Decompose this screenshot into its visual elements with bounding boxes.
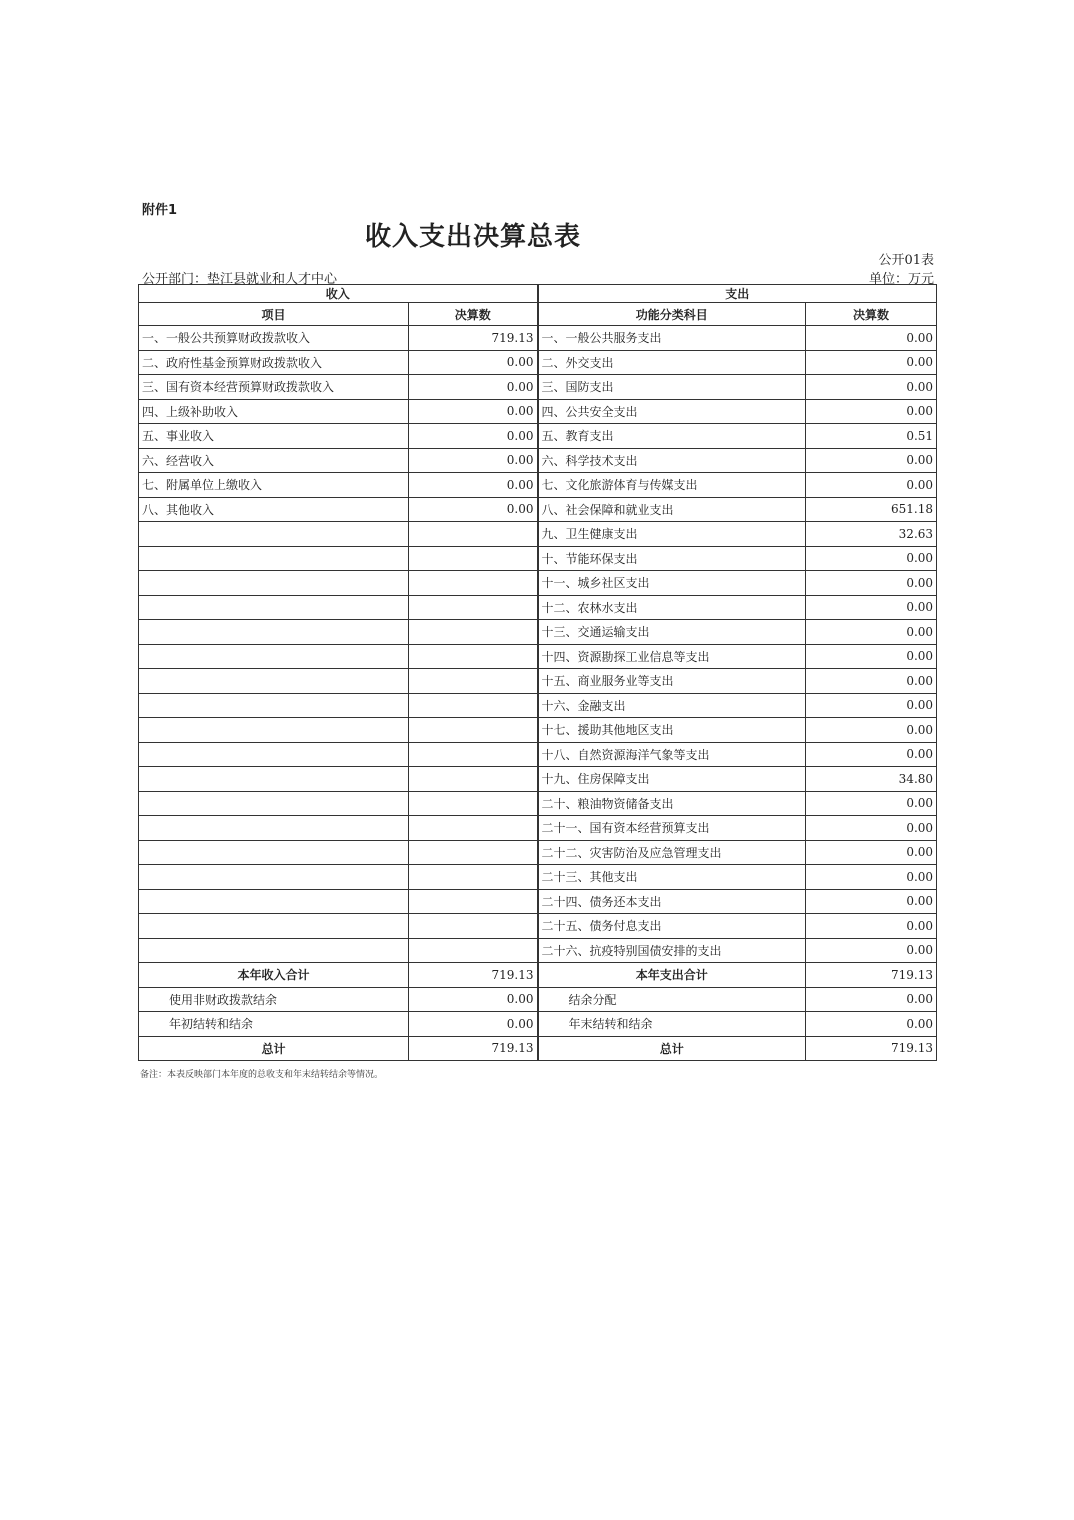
income-amount bbox=[409, 791, 538, 816]
expense-item: 九、卫生健康支出 bbox=[538, 522, 806, 547]
expense-amount: 0.00 bbox=[806, 546, 937, 571]
expense-item: 十八、自然资源海洋气象等支出 bbox=[538, 742, 806, 767]
income-amount: 0.00 bbox=[409, 399, 538, 424]
expense-item: 十九、住房保障支出 bbox=[538, 767, 806, 792]
table-row bbox=[139, 473, 937, 498]
expense-amount: 0.00 bbox=[806, 693, 937, 718]
income-item bbox=[139, 571, 409, 596]
column-header-expense-item: 功能分类科目 bbox=[538, 303, 806, 326]
expense-amount: 0.00 bbox=[806, 840, 937, 865]
income-item: 四、上级补助收入 bbox=[139, 399, 409, 424]
income-item bbox=[139, 693, 409, 718]
department-label: 公开部门：垫江县就业和人才中心 bbox=[142, 272, 338, 287]
expense-amount: 34.80 bbox=[806, 767, 937, 792]
expense-item: 二十三、其他支出 bbox=[538, 865, 806, 890]
section-header-row bbox=[139, 285, 937, 303]
expense-item: 二十一、国有资本经营预算支出 bbox=[538, 816, 806, 841]
table-row bbox=[139, 840, 937, 865]
income-item bbox=[139, 914, 409, 939]
expense-item: 十六、金融支出 bbox=[538, 693, 806, 718]
expense-balance-amount: 0.00 bbox=[806, 1012, 937, 1037]
table-row bbox=[139, 448, 937, 473]
income-amount bbox=[409, 816, 538, 841]
expense-item: 二十六、抗疫特别国债安排的支出 bbox=[538, 938, 806, 963]
table-row bbox=[139, 595, 937, 620]
income-item bbox=[139, 791, 409, 816]
table-row bbox=[139, 350, 937, 375]
expense-amount: 0.00 bbox=[806, 816, 937, 841]
expense-item: 三、国防支出 bbox=[538, 375, 806, 400]
income-amount bbox=[409, 767, 538, 792]
income-amount bbox=[409, 595, 538, 620]
income-item: 五、事业收入 bbox=[139, 424, 409, 449]
income-amount bbox=[409, 938, 538, 963]
income-amount bbox=[409, 865, 538, 890]
income-amount bbox=[409, 718, 538, 743]
income-total-label: 总计 bbox=[139, 1036, 409, 1061]
income-item bbox=[139, 644, 409, 669]
income-amount: 0.00 bbox=[409, 497, 538, 522]
income-amount bbox=[409, 914, 538, 939]
expense-amount: 0.00 bbox=[806, 595, 937, 620]
expense-amount: 0.00 bbox=[806, 571, 937, 596]
income-amount bbox=[409, 620, 538, 645]
table-row bbox=[139, 497, 937, 522]
expense-amount: 0.00 bbox=[806, 669, 937, 694]
expense-item: 二十、粮油物资储备支出 bbox=[538, 791, 806, 816]
expense-amount: 0.00 bbox=[806, 399, 937, 424]
income-amount bbox=[409, 669, 538, 694]
expense-item: 十一、城乡社区支出 bbox=[538, 571, 806, 596]
income-amount: 719.13 bbox=[409, 326, 538, 351]
expense-amount: 0.00 bbox=[806, 938, 937, 963]
form-number: 公开01表 bbox=[878, 253, 934, 268]
income-balance-amount: 0.00 bbox=[409, 987, 538, 1012]
expense-amount: 0.00 bbox=[806, 791, 937, 816]
expense-balance-item: 结余分配 bbox=[538, 987, 806, 1012]
expense-item: 十五、商业服务业等支出 bbox=[538, 669, 806, 694]
income-item bbox=[139, 669, 409, 694]
income-amount bbox=[409, 644, 538, 669]
balance-row bbox=[139, 987, 937, 1012]
expense-amount: 0.51 bbox=[806, 424, 937, 449]
column-header-expense-amount: 决算数 bbox=[806, 303, 937, 326]
expense-item: 十七、援助其他地区支出 bbox=[538, 718, 806, 743]
expense-item: 二十二、灾害防治及应急管理支出 bbox=[538, 840, 806, 865]
income-item bbox=[139, 546, 409, 571]
table-row bbox=[139, 816, 937, 841]
table-row bbox=[139, 669, 937, 694]
expense-amount: 651.18 bbox=[806, 497, 937, 522]
income-balance-item: 年初结转和结余 bbox=[139, 1012, 409, 1037]
expense-item: 一、一般公共服务支出 bbox=[538, 326, 806, 351]
table-row bbox=[139, 889, 937, 914]
expense-item: 二十五、债务付息支出 bbox=[538, 914, 806, 939]
income-item bbox=[139, 742, 409, 767]
income-item bbox=[139, 522, 409, 547]
income-item: 二、政府性基金预算财政拨款收入 bbox=[139, 350, 409, 375]
income-item: 七、附属单位上缴收入 bbox=[139, 473, 409, 498]
income-item: 三、国有资本经营预算财政拨款收入 bbox=[139, 375, 409, 400]
expense-item: 十二、农林水支出 bbox=[538, 595, 806, 620]
subtotal-row bbox=[139, 963, 937, 988]
income-amount: 0.00 bbox=[409, 424, 538, 449]
expense-item: 七、文化旅游体育与传媒支出 bbox=[538, 473, 806, 498]
table-row bbox=[139, 326, 937, 351]
income-item bbox=[139, 767, 409, 792]
income-amount bbox=[409, 522, 538, 547]
expense-item: 二、外交支出 bbox=[538, 350, 806, 375]
expense-item: 五、教育支出 bbox=[538, 424, 806, 449]
expense-subtotal-label: 本年支出合计 bbox=[538, 963, 806, 988]
expense-item: 八、社会保障和就业支出 bbox=[538, 497, 806, 522]
expense-amount: 0.00 bbox=[806, 350, 937, 375]
expense-item: 十四、资源勘探工业信息等支出 bbox=[538, 644, 806, 669]
table-row bbox=[139, 693, 937, 718]
table-row bbox=[139, 865, 937, 890]
income-item: 一、一般公共预算财政拨款收入 bbox=[139, 326, 409, 351]
table-row bbox=[139, 791, 937, 816]
income-amount bbox=[409, 571, 538, 596]
expense-amount: 0.00 bbox=[806, 473, 937, 498]
income-expense-table bbox=[138, 284, 937, 1061]
income-balance-amount: 0.00 bbox=[409, 1012, 538, 1037]
income-item bbox=[139, 620, 409, 645]
table-row bbox=[139, 742, 937, 767]
expense-item: 十三、交通运输支出 bbox=[538, 620, 806, 645]
income-section-header: 收入 bbox=[139, 285, 538, 303]
income-item bbox=[139, 889, 409, 914]
income-item bbox=[139, 595, 409, 620]
table-row bbox=[139, 938, 937, 963]
expense-amount: 0.00 bbox=[806, 620, 937, 645]
income-amount bbox=[409, 889, 538, 914]
page-title: 收入支出决算总表 bbox=[364, 222, 581, 252]
income-amount bbox=[409, 742, 538, 767]
balance-row bbox=[139, 1012, 937, 1037]
footnote: 备注：本表反映部门本年度的总收支和年末结转结余等情况。 bbox=[140, 1070, 384, 1080]
total-row bbox=[139, 1036, 937, 1061]
income-total-amount: 719.13 bbox=[409, 1036, 538, 1061]
table-row bbox=[139, 767, 937, 792]
income-item bbox=[139, 816, 409, 841]
expense-total-label: 总计 bbox=[538, 1036, 806, 1061]
table-row bbox=[139, 571, 937, 596]
column-header-income-amount: 决算数 bbox=[409, 303, 538, 326]
table-row bbox=[139, 546, 937, 571]
expense-amount: 0.00 bbox=[806, 865, 937, 890]
table-row bbox=[139, 914, 937, 939]
income-amount bbox=[409, 693, 538, 718]
income-subtotal-amount: 719.13 bbox=[409, 963, 538, 988]
table-row bbox=[139, 718, 937, 743]
income-amount: 0.00 bbox=[409, 375, 538, 400]
income-amount: 0.00 bbox=[409, 350, 538, 375]
table-row bbox=[139, 424, 937, 449]
column-header-row bbox=[139, 303, 937, 326]
expense-amount: 0.00 bbox=[806, 326, 937, 351]
expense-section-header: 支出 bbox=[538, 285, 937, 303]
table-row bbox=[139, 522, 937, 547]
expense-item: 四、公共安全支出 bbox=[538, 399, 806, 424]
attachment-label: 附件1 bbox=[142, 203, 178, 218]
expense-item: 二十四、债务还本支出 bbox=[538, 889, 806, 914]
expense-amount: 32.63 bbox=[806, 522, 937, 547]
table-row bbox=[139, 644, 937, 669]
income-item: 六、经营收入 bbox=[139, 448, 409, 473]
income-item bbox=[139, 840, 409, 865]
column-header-income-item: 项目 bbox=[139, 303, 409, 326]
income-amount: 0.00 bbox=[409, 448, 538, 473]
expense-amount: 0.00 bbox=[806, 889, 937, 914]
table-row bbox=[139, 620, 937, 645]
table-row bbox=[139, 375, 937, 400]
expense-amount: 0.00 bbox=[806, 448, 937, 473]
income-amount: 0.00 bbox=[409, 473, 538, 498]
expense-balance-item: 年末结转和结余 bbox=[538, 1012, 806, 1037]
income-item bbox=[139, 718, 409, 743]
unit-label: 单位：万元 bbox=[868, 272, 934, 287]
expense-amount: 0.00 bbox=[806, 742, 937, 767]
expense-item: 六、科学技术支出 bbox=[538, 448, 806, 473]
income-item bbox=[139, 865, 409, 890]
expense-amount: 0.00 bbox=[806, 375, 937, 400]
income-item bbox=[139, 938, 409, 963]
expense-subtotal-amount: 719.13 bbox=[806, 963, 937, 988]
expense-item: 十、节能环保支出 bbox=[538, 546, 806, 571]
income-balance-item: 使用非财政拨款结余 bbox=[139, 987, 409, 1012]
income-amount bbox=[409, 546, 538, 571]
expense-balance-amount: 0.00 bbox=[806, 987, 937, 1012]
expense-total-amount: 719.13 bbox=[806, 1036, 937, 1061]
income-amount bbox=[409, 840, 538, 865]
expense-amount: 0.00 bbox=[806, 914, 937, 939]
income-item: 八、其他收入 bbox=[139, 497, 409, 522]
income-subtotal-label: 本年收入合计 bbox=[139, 963, 409, 988]
table-row bbox=[139, 399, 937, 424]
expense-amount: 0.00 bbox=[806, 644, 937, 669]
expense-amount: 0.00 bbox=[806, 718, 937, 743]
